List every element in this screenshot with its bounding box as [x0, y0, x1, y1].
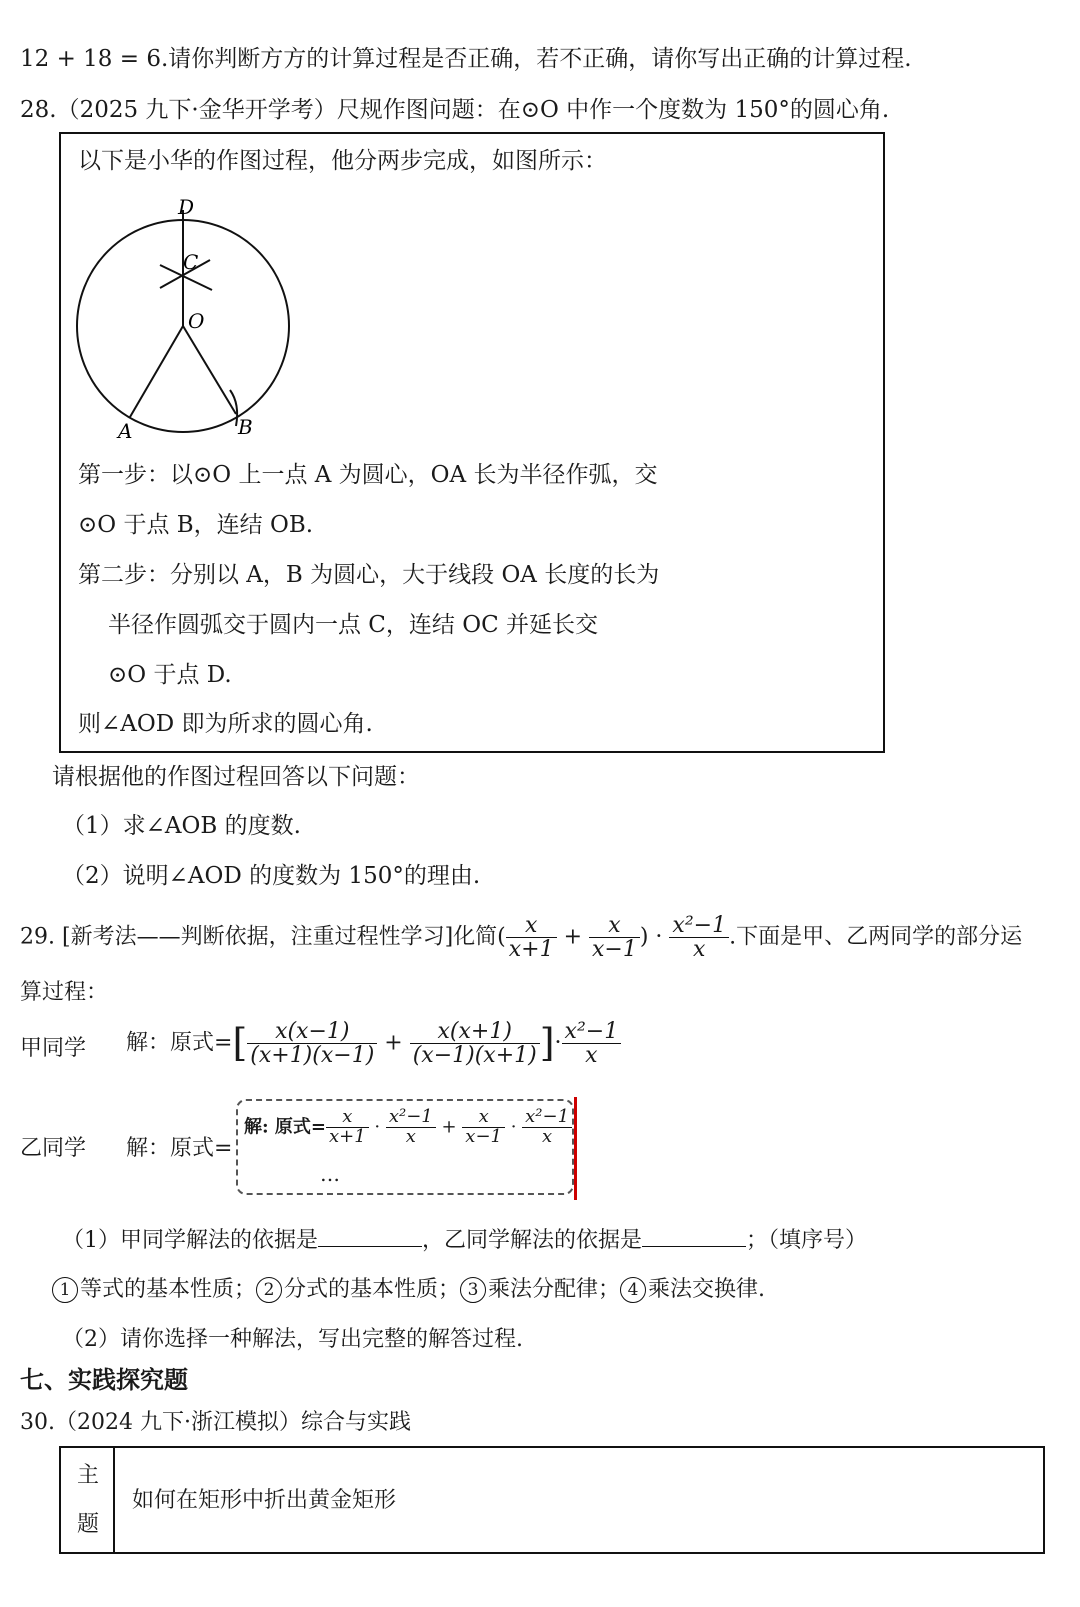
label-o: O [188, 309, 205, 333]
q28-box-intro: 以下是小华的作图过程，他分两步完成，如图所示： [78, 148, 607, 174]
option-1: 1 等式的基本性质； [52, 1277, 256, 1302]
table-divider [113, 1446, 115, 1552]
segment-ob [183, 326, 236, 414]
yi-jie-inner: 解: 原式= [244, 1116, 326, 1138]
yi-frac-4: $\frac{\text{x²−1}}{x}$ [522, 1108, 572, 1147]
construction-diagram [60, 190, 320, 450]
q29-options [52, 1277, 765, 1303]
q28-step1-b: ⊙O 于点 B，连结 OB. [78, 512, 314, 538]
q29-header-cont: 算过程： [20, 980, 109, 1005]
yi-solution: 解: 原式= $\frac{x}{x+1}$ · $\frac{\text{x²−1}}{x}$ + $\frac{x}{x-1}$ · $\frac{\text{x²−1}}{x}$ [244, 1108, 572, 1147]
answer-blank-yi[interactable] [642, 1228, 746, 1247]
q28-step2-a: 第二步：分别以 A，B 为圆心，大于线段 OA 长度的长为 [78, 562, 660, 588]
q29-sub2: （2）请你选择一种解法，写出完整的解答过程. [62, 1327, 523, 1352]
yi-dots: … [320, 1162, 340, 1186]
table-label-2: 题 [77, 1512, 100, 1537]
q29-sub1: （1）甲同学解法的依据是 ，乙同学解法的依据是 ；（填序号） [62, 1228, 868, 1253]
q28-conclusion: 则∠AOD 即为所求的圆心角. [78, 711, 373, 737]
table-content: 如何在矩形中折出黄金矩形 [132, 1488, 397, 1513]
frac-x-over-x1: $\frac{x}{x+1}$ [506, 914, 557, 961]
q28-step2-c: ⊙O 于点 D. [108, 662, 232, 688]
label-b: B [238, 415, 253, 439]
jia-frac-2: $\frac{x(x+1)}{(x-1)(x+1)}$ [410, 1020, 540, 1067]
yi-frac-1: $\frac{x}{x+1}$ [326, 1108, 369, 1147]
yi-frac-2: $\frac{\text{x²−1}}{x}$ [386, 1108, 436, 1147]
label-c: C [183, 250, 199, 274]
jia-label: 甲同学 [20, 1036, 87, 1061]
jia-frac-1: $\frac{x(x-1)}{(x+1)(x-1)}$ [247, 1020, 377, 1067]
q29-header: 29. [新考法——判断依据，注重过程性学习]化简( $\frac{x}{x+1}$ + $\frac{x}{x-1}$ ) · $\frac{\text{x²−1}}{x}$ .下面是甲、乙两同学的部分运 [20, 913, 1023, 963]
q28-step2-b: 半径作圆弧交于圆内一点 C，连结 OC 并延长交 [108, 612, 598, 638]
red-cursor-line [574, 1097, 577, 1200]
jia-jie: 解：原式= [126, 1030, 233, 1056]
yi-jie: 解：原式= [126, 1136, 233, 1161]
q28-sub2: （2）说明∠AOD 的度数为 150°的理由. [62, 863, 481, 889]
frac-x2m1-over-x: $\frac{\text{x²−1}}{x}$ [669, 914, 729, 961]
q29-header-text: 29. [新考法——判断依据，注重过程性学习]化简( [20, 924, 506, 950]
yi-label: 乙同学 [20, 1136, 87, 1161]
segment-oa [130, 326, 183, 417]
jia-frac-3: $\frac{\text{x²−1}}{x}$ [562, 1020, 622, 1067]
answer-blank-jia[interactable] [318, 1228, 422, 1247]
prev-question-tail [20, 46, 912, 74]
q28-prompt: 请根据他的作图过程回答以下问题： [52, 764, 420, 790]
prev-question-text: 请你判断方方的计算过程是否正确，若不正确，请你写出正确的计算过程. [168, 46, 912, 72]
yi-frac-3: $\frac{x}{x-1}$ [462, 1108, 505, 1147]
q29-header-tail: .下面是甲、乙两同学的部分运 [729, 924, 1023, 950]
option-2: 2 分式的基本性质； [256, 1277, 460, 1302]
q30-header: 30.（2024 九下·浙江模拟）综合与实践 [20, 1410, 411, 1435]
jia-solution: 解：原式=[ $\frac{x(x-1)}{(x+1)(x-1)}$ + $\frac{x(x+1)}{(x-1)(x+1)}$ ]· $\frac{\text{x²−1}}{x}$ [126, 1020, 621, 1067]
label-a: A [118, 419, 133, 443]
equation-text: 12 + 18 = 6. [20, 46, 169, 72]
section-title: 七、实践探究题 [20, 1366, 188, 1394]
table-label-1: 主 [77, 1463, 100, 1488]
q28-step1-a: 第一步：以⊙O 上一点 A 为圆心，OA 长为半径作弧，交 [78, 462, 658, 488]
option-4: 4 乘法交换律. [620, 1277, 765, 1302]
q28-header: 28.（2025 九下·金华开学考）尺规作图问题：在⊙O 中作一个度数为 150°的圆心角. [20, 97, 890, 123]
frac-x-over-xm1: $\frac{x}{x-1}$ [589, 914, 640, 961]
option-3: 3 乘法分配律； [460, 1277, 620, 1302]
label-d: D [178, 195, 195, 219]
q28-sub1: （1）求∠AOB 的度数. [62, 813, 301, 839]
